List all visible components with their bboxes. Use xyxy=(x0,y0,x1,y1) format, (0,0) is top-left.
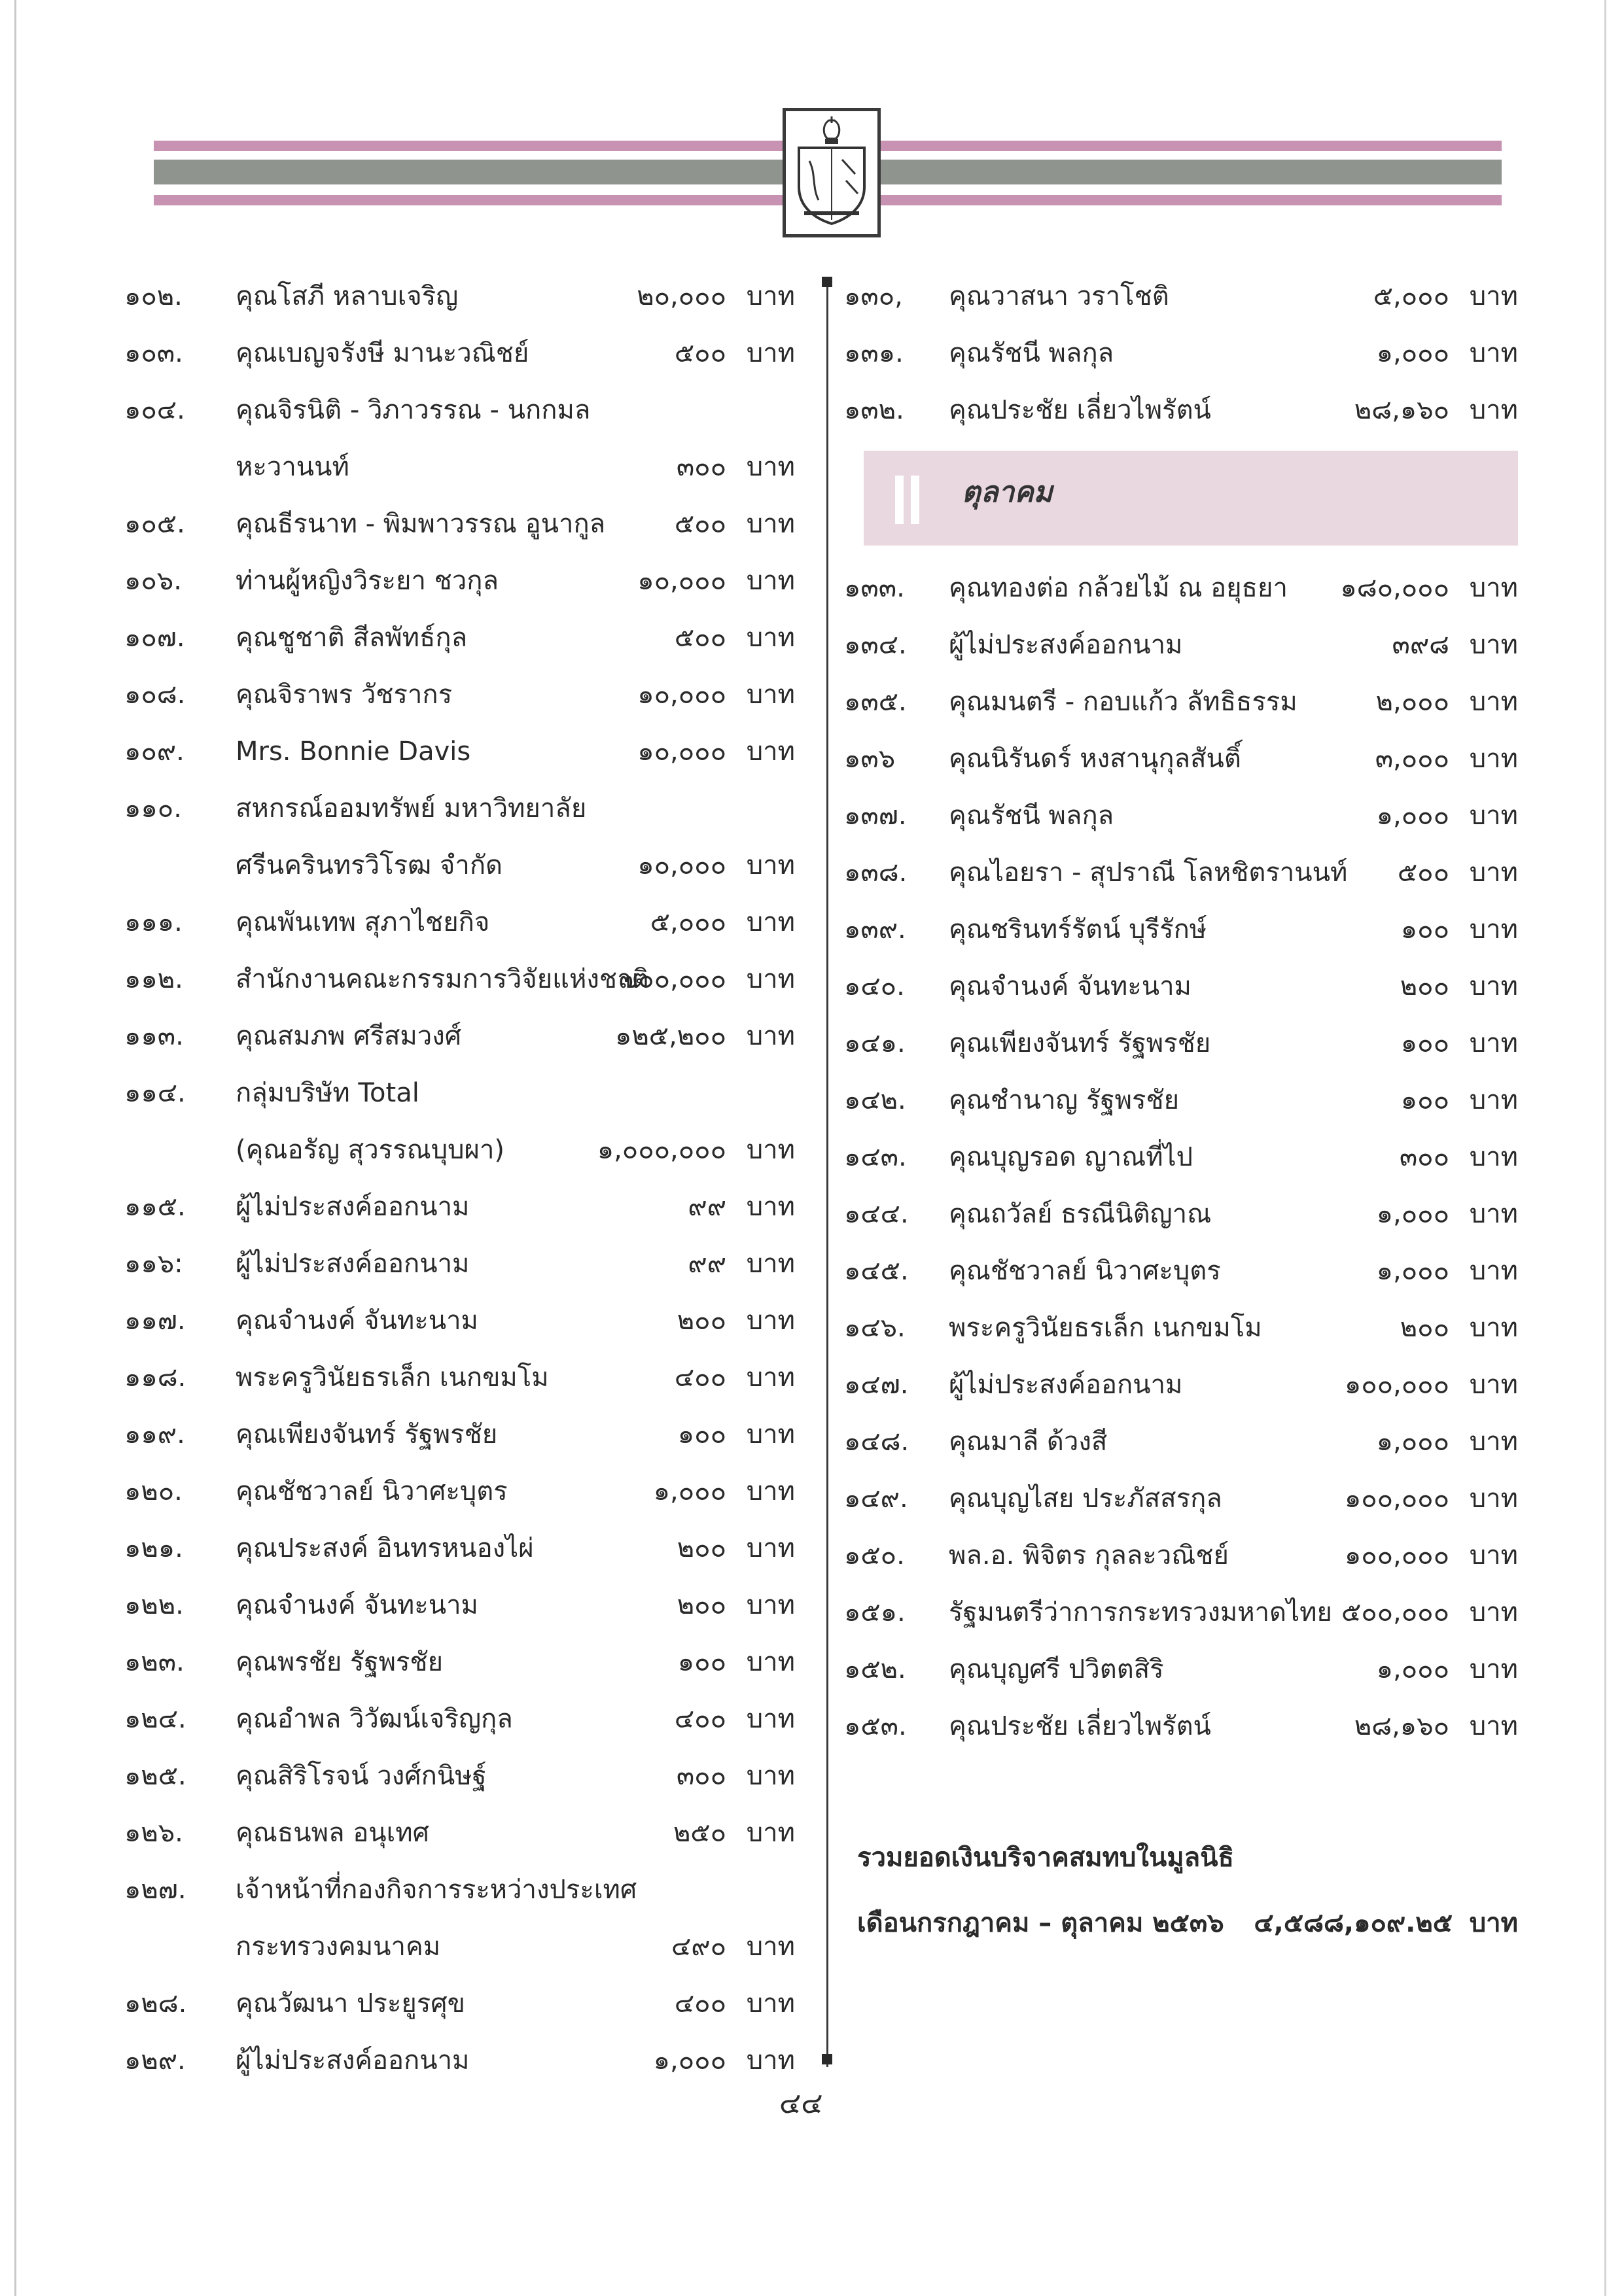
donor-unit: บาท xyxy=(1469,1313,1518,1343)
month-heading: ตุลาคม xyxy=(962,476,1053,509)
donor-unit: บาท xyxy=(1469,858,1518,888)
donor-row xyxy=(844,382,1518,439)
donor-amount: ๑๐,๐๐๐ xyxy=(637,737,726,767)
donor-number: ๑๐๔. xyxy=(124,395,185,425)
total-unit: บาท xyxy=(1469,1908,1518,1938)
donor-name: คุณธนพล อนุเทศ xyxy=(236,1818,430,1848)
donor-name: คุณไอยรา - สุปราณี โลหชิตรานนท์ xyxy=(949,858,1348,888)
donor-amount: ๓๐๐ xyxy=(1399,1142,1449,1172)
donor-number: ๑๑๗. xyxy=(124,1306,186,1336)
donor-number: ๑๓๙. xyxy=(844,914,906,945)
donor-unit: บาท xyxy=(746,338,795,368)
month-heading-banner xyxy=(864,451,1518,546)
donor-name: คุณชูชาติ สีลพัทธ์กุล xyxy=(236,623,468,653)
donor-number: ๑๓๓. xyxy=(844,573,905,603)
donor-row xyxy=(124,1463,795,1520)
donor-amount: ๒๘,๑๖๐ xyxy=(1354,395,1449,425)
donor-unit: บาท xyxy=(1469,1370,1518,1400)
donor-name: คุณเบญจรังษี มานะวณิชย์ xyxy=(236,338,529,368)
donor-amount: ๑๐๐ xyxy=(1400,1085,1449,1115)
donor-unit: บาท xyxy=(746,509,795,539)
donor-row xyxy=(124,1293,795,1349)
donor-number: ๑๔๘. xyxy=(844,1427,909,1457)
donor-amount: ๓,๐๐๐ xyxy=(1375,744,1449,774)
donor-row xyxy=(124,837,795,894)
donor-amount: ๔๐๐ xyxy=(674,1704,726,1734)
donor-row xyxy=(844,1357,1518,1414)
donor-name: Mrs. Bonnie Davis xyxy=(236,737,471,767)
donor-unit: บาท xyxy=(1469,338,1518,368)
donor-row xyxy=(844,1072,1518,1129)
donor-unit: บาท xyxy=(1469,971,1518,1001)
donor-name: คุณประสงค์ อินทรหนองไผ่ xyxy=(236,1533,534,1563)
donor-number: ๑๒๕. xyxy=(124,1761,186,1791)
donor-number: ๑๔๙. xyxy=(844,1484,908,1514)
donor-amount: ๑๐๐ xyxy=(1400,1028,1449,1058)
donor-unit: บาท xyxy=(746,1704,795,1734)
donor-unit: บาท xyxy=(746,452,795,482)
donor-name: คุณประชัย เลี่ยวไพรัตน์ xyxy=(949,1711,1211,1741)
donor-amount: ๑๐๐ xyxy=(1400,914,1449,945)
column-divider xyxy=(826,278,828,2067)
donor-unit: บาท xyxy=(746,964,795,994)
donor-row xyxy=(124,1975,795,2032)
donor-number: ๑๓๔. xyxy=(844,630,907,660)
donor-unit: บาท xyxy=(746,907,795,937)
total-line xyxy=(857,1890,1518,1956)
donor-number: ๑๒๒. xyxy=(124,1590,184,1620)
donor-unit: บาท xyxy=(1469,1597,1518,1627)
donor-number: ๑๐๒. xyxy=(124,281,183,311)
donor-name: คุณธีรนาท - พิมพาวรรณ อูนากูล xyxy=(236,509,606,539)
donor-amount: ๑๐๐,๐๐๐ xyxy=(1344,1484,1449,1514)
donor-unit: บาท xyxy=(746,1533,795,1563)
donor-amount: ๒๐,๐๐๐ xyxy=(637,281,726,311)
donor-name: หะวานนท์ xyxy=(236,452,349,482)
donor-amount: ๒๕๐ xyxy=(673,1818,726,1848)
donor-row xyxy=(124,439,795,496)
donor-row xyxy=(124,268,795,325)
donor-number: ๑๑๑. xyxy=(124,907,183,937)
donor-row xyxy=(124,1122,795,1179)
donor-row xyxy=(844,1641,1518,1698)
donor-row xyxy=(124,1691,795,1748)
donor-number: ๑๒๘. xyxy=(124,1989,187,2019)
donor-number: ๑๔๔. xyxy=(844,1199,909,1229)
donor-name: สหกรณ์ออมทรัพย์ มหาวิทยาลัย xyxy=(236,793,587,824)
donor-amount: ๕๐๐ xyxy=(674,623,726,653)
donor-unit: บาท xyxy=(1469,1028,1518,1058)
donor-number: ๑๔๕. xyxy=(844,1256,909,1286)
donor-name: คุณวัฒนา ประยูรศุข xyxy=(236,1989,465,2019)
donor-number: ๑๑๕. xyxy=(124,1192,186,1222)
donor-number: ๑๐๘. xyxy=(124,680,186,710)
donor-unit: บาท xyxy=(1469,573,1518,603)
donor-row xyxy=(124,2032,795,2089)
donor-name: เจ้าหน้าที่กองกิจการระหว่างประเทศ xyxy=(236,1875,637,1905)
donor-amount: ๒๘,๑๖๐ xyxy=(1354,1711,1449,1741)
donor-name: คุณมาลี ด้วงสี xyxy=(949,1427,1108,1457)
page-edge-left xyxy=(14,0,16,2296)
donor-name: คุณบุญไสย ประภัสสรกุล xyxy=(949,1484,1222,1514)
donor-amount: ๑๐,๐๐๐ xyxy=(637,850,726,880)
donor-unit: บาท xyxy=(746,1306,795,1336)
donor-unit: บาท xyxy=(746,281,795,311)
donor-row xyxy=(124,894,795,951)
donor-number: ๑๐๖. xyxy=(124,566,182,596)
donor-unit: บาท xyxy=(746,680,795,710)
donor-unit: บาท xyxy=(1469,744,1518,774)
donor-name: ผู้ไม่ประสงค์ออกนาม xyxy=(949,630,1183,660)
donor-name: คุณบุญรอด ญาณที่ไป xyxy=(949,1142,1193,1172)
donor-row xyxy=(844,958,1518,1015)
donor-amount: ๕๐๐,๐๐๐ xyxy=(1341,1597,1449,1627)
donor-amount: ๒๐๐ xyxy=(677,1306,726,1336)
donor-row xyxy=(844,1186,1518,1243)
donor-name: คุณชัชวาลย์ นิวาศะบุตร xyxy=(236,1476,508,1506)
donor-amount: ๔๐๐ xyxy=(674,1989,726,2019)
donor-name: คุณชัชวาลย์ นิวาศะบุตร xyxy=(949,1256,1221,1286)
donor-name: คุณบุญศรี ปวิตตสิริ xyxy=(949,1654,1164,1684)
donor-row xyxy=(844,674,1518,731)
donor-row xyxy=(844,1527,1518,1584)
donor-unit: บาท xyxy=(1469,281,1518,311)
donor-row xyxy=(844,731,1518,788)
donor-name: คุณชรินทร์รัตน์ บุรีรักษ์ xyxy=(949,914,1207,945)
donor-name: คุณสมภพ ศรีสมวงศ์ xyxy=(236,1021,462,1051)
donor-row xyxy=(844,1698,1518,1755)
donor-number: ๑๒๓. xyxy=(124,1647,185,1677)
donor-row xyxy=(124,1748,795,1805)
donor-unit: บาท xyxy=(1469,801,1518,831)
donor-name: สำนักงานคณะกรรมการวิจัยแห่งชาติ xyxy=(236,964,649,994)
donor-number: ๑๕๒. xyxy=(844,1654,906,1684)
donor-number: ๑๕๐. xyxy=(844,1540,905,1571)
donor-row xyxy=(124,1862,795,1919)
donor-amount: ๑๐๐ xyxy=(677,1419,726,1450)
donor-name: รัฐมนตรีว่าการกระทรวงมหาดไทย xyxy=(949,1597,1332,1627)
donor-row xyxy=(124,1805,795,1862)
donor-number: ๑๔๑. xyxy=(844,1028,906,1058)
donor-amount: ๔๐๐ xyxy=(674,1363,726,1393)
donor-amount: ๑,๐๐๐ xyxy=(1376,1654,1449,1684)
donor-row xyxy=(844,1129,1518,1186)
donor-unit: บาท xyxy=(1469,1540,1518,1571)
donor-name: คุณทองต่อ กล้วยไม้ ณ อยุธยา xyxy=(949,573,1288,603)
donor-row xyxy=(124,1008,795,1065)
donor-number: ๑๕๑. xyxy=(844,1597,906,1627)
donor-unit: บาท xyxy=(746,1818,795,1848)
donor-unit: บาท xyxy=(746,1989,795,2019)
donor-number: ๑๓๑. xyxy=(844,338,904,368)
donor-name: ท่านผู้หญิงวิระยา ชวกุล xyxy=(236,566,499,596)
donor-row xyxy=(844,901,1518,958)
donor-name: คุณเพียงจันทร์ รัฐพรชัย xyxy=(236,1419,498,1450)
donor-amount: ๑๘๐,๐๐๐ xyxy=(1340,573,1449,603)
donor-name: คุณประชัย เลี่ยวไพรัตน์ xyxy=(949,395,1211,425)
donor-unit: บาท xyxy=(1469,1142,1518,1172)
donor-row xyxy=(124,667,795,723)
donor-number: ๑๒๙. xyxy=(124,2045,186,2076)
donor-row xyxy=(124,1349,795,1406)
donor-unit: บาท xyxy=(746,1363,795,1393)
donor-name: ผู้ไม่ประสงค์ออกนาม xyxy=(236,2045,470,2076)
donor-name: (คุณอรัญ สุวรรณบุบผา) xyxy=(236,1135,505,1165)
donor-name: กลุ่มบริษัท Total xyxy=(236,1078,419,1108)
donor-number: ๑๓๗. xyxy=(844,801,907,831)
donor-number: ๑๒๗. xyxy=(124,1875,186,1905)
donor-unit: บาท xyxy=(746,737,795,767)
donor-name: คุณจำนงค์ จันทะนาม xyxy=(236,1590,478,1620)
donor-amount: ๓๐๐ xyxy=(676,1761,726,1791)
donor-unit: บาท xyxy=(746,1419,795,1450)
donor-number: ๑๐๙. xyxy=(124,737,185,767)
donor-amount: ๑๐๐,๐๐๐ xyxy=(1344,1370,1449,1400)
banner-bar-icon xyxy=(895,476,904,524)
donor-amount: ๑,๐๐๐ xyxy=(1376,338,1449,368)
donor-number: ๑๒๑. xyxy=(124,1533,183,1563)
divider-end-bottom xyxy=(822,2054,832,2064)
donor-unit: บาท xyxy=(746,1476,795,1506)
donor-row xyxy=(844,1414,1518,1470)
donor-row xyxy=(124,1236,795,1293)
donor-number: ๑๑๓. xyxy=(124,1021,184,1051)
donor-unit: บาท xyxy=(746,2045,795,2076)
donor-row xyxy=(124,1065,795,1122)
donor-row xyxy=(844,1584,1518,1641)
left-column xyxy=(124,268,795,2089)
donor-amount: ๕,๐๐๐ xyxy=(1373,281,1449,311)
donor-name: คุณชำนาญ รัฐพรชัย xyxy=(949,1085,1180,1115)
donation-total xyxy=(857,1825,1518,1956)
donor-row xyxy=(844,1243,1518,1300)
donor-number: ๑๒๖. xyxy=(124,1818,183,1848)
donor-row xyxy=(124,1520,795,1577)
donor-row xyxy=(124,1406,795,1463)
donor-number: ๑๓๐, xyxy=(844,281,903,311)
donor-row xyxy=(124,1577,795,1634)
donor-row xyxy=(124,1179,795,1236)
donor-amount: ๕๐๐ xyxy=(1397,858,1449,888)
donor-unit: บาท xyxy=(1469,1085,1518,1115)
donor-amount: ๑,๐๐๐ xyxy=(1376,1427,1449,1457)
donor-unit: บาท xyxy=(1469,1199,1518,1229)
donor-row xyxy=(844,268,1518,325)
donor-amount: ๑,๐๐๐ xyxy=(653,2045,726,2076)
donor-name: คุณโสภี หลาบเจริญ xyxy=(236,281,459,311)
donor-unit: บาท xyxy=(1469,1654,1518,1684)
donor-name: คุณรัชนี พลกุล xyxy=(949,801,1114,831)
donor-amount: ๑,๐๐๐ xyxy=(653,1476,726,1506)
donor-name: พระครูวินัยธรเล็ก เนกขมโม xyxy=(236,1363,549,1393)
donor-number: ๑๓๕. xyxy=(844,687,907,717)
donor-amount: ๒,๐๐๐ xyxy=(1375,687,1449,717)
donor-row xyxy=(124,610,795,667)
donor-unit: บาท xyxy=(1469,395,1518,425)
donor-amount: ๑๐๐,๐๐๐ xyxy=(1344,1540,1449,1571)
total-label: รวมยอดเงินบริจาคสมทบในมูลนิธิ xyxy=(857,1843,1234,1873)
crest-emblem xyxy=(783,108,881,237)
donor-amount: ๑๐,๐๐๐ xyxy=(637,566,726,596)
donor-amount: ๒๐๐ xyxy=(1400,971,1449,1001)
donor-unit: บาท xyxy=(746,623,795,653)
donor-amount: ๑๐,๐๐๐ xyxy=(637,680,726,710)
donor-amount: ๒๐๐ xyxy=(1400,1313,1449,1343)
donor-name: คุณนิรันดร์ หงสานุกุลสันติ์ xyxy=(949,744,1241,774)
donor-unit: บาท xyxy=(746,1932,795,1962)
donor-amount: ๕,๐๐๐ xyxy=(650,907,726,937)
donor-name: คุณมนตรี - กอบแก้ว ลัทธิธรรม xyxy=(949,687,1297,717)
donor-number: ๑๐๕. xyxy=(124,509,185,539)
donor-name: คุณเพียงจันทร์ รัฐพรชัย xyxy=(949,1028,1211,1058)
donor-row xyxy=(844,1300,1518,1357)
donor-number: ๑๐๗. xyxy=(124,623,185,653)
donor-amount: ๕๐๐ xyxy=(674,509,726,539)
donor-row xyxy=(124,553,795,610)
donor-amount: ๓๙๘ xyxy=(1392,630,1449,660)
donor-name: คุณสิริโรจน์ วงศ์กนิษฐ์ xyxy=(236,1761,487,1791)
donor-number: ๑๓๒. xyxy=(844,395,904,425)
donor-name: ผู้ไม่ประสงค์ออกนาม xyxy=(949,1370,1183,1400)
donor-unit: บาท xyxy=(746,1192,795,1222)
donor-amount: ๑,๐๐๐ xyxy=(1376,1199,1449,1229)
donor-amount: ๒๐๐ xyxy=(677,1533,726,1563)
donor-row xyxy=(844,617,1518,674)
donor-name: ผู้ไม่ประสงค์ออกนาม xyxy=(236,1192,470,1222)
donor-name: คุณจิราพร วัชรากร xyxy=(236,680,453,710)
page-number: ๔๔ xyxy=(779,2087,823,2120)
donor-row xyxy=(124,382,795,439)
donor-unit: บาท xyxy=(746,1135,795,1165)
donor-number: ๑๔๒. xyxy=(844,1085,906,1115)
donor-name: คุณจำนงค์ จันทะนาม xyxy=(949,971,1192,1001)
donor-name: คุณจำนงค์ จันทะนาม xyxy=(236,1306,478,1336)
total-amount: ๔,๕๘๘,๑๐๙.๒๕ xyxy=(1254,1908,1453,1938)
donor-amount: ๓๐๐ xyxy=(676,452,726,482)
donor-amount: ๒๐๐ xyxy=(677,1590,726,1620)
donor-number: ๑๔๖. xyxy=(844,1313,906,1343)
donor-row xyxy=(124,325,795,382)
donor-number: ๑๑๙. xyxy=(124,1419,185,1450)
donor-name: คุณวาสนา วราโชติ xyxy=(949,281,1169,311)
page-edge-right xyxy=(1604,0,1606,2296)
donor-unit: บาท xyxy=(746,1647,795,1677)
donor-name: ศรีนครินทรวิโรฒ จำกัด xyxy=(236,850,503,880)
donor-row xyxy=(844,560,1518,617)
donor-number: ๑๒๔. xyxy=(124,1704,186,1734)
crest-icon xyxy=(790,115,874,230)
donor-row xyxy=(124,951,795,1008)
right-column-top xyxy=(844,268,1518,439)
donor-row xyxy=(124,1634,795,1691)
donor-unit: บาท xyxy=(746,1021,795,1051)
donor-name: คุณถวัลย์ ธรณีนิติญาณ xyxy=(949,1199,1212,1229)
donor-number: ๑๑๔. xyxy=(124,1078,186,1108)
donor-number: ๑๔๓. xyxy=(844,1142,907,1172)
donor-number: ๑๑๖: xyxy=(124,1249,183,1279)
donor-amount: ๗๐๐,๐๐๐ xyxy=(618,964,726,994)
donor-amount: ๕๐๐ xyxy=(674,338,726,368)
donor-unit: บาท xyxy=(1469,1711,1518,1741)
donor-name: พล.อ. พิจิตร กุลละวณิชย์ xyxy=(949,1540,1229,1571)
donor-unit: บาท xyxy=(746,1590,795,1620)
donor-unit: บาท xyxy=(746,1249,795,1279)
donor-name: คุณรัชนี พลกุล xyxy=(949,338,1114,368)
right-column xyxy=(844,268,1518,1755)
donor-name: ผู้ไม่ประสงค์ออกนาม xyxy=(236,1249,470,1279)
donor-number: ๑๕๓. xyxy=(844,1711,907,1741)
donor-unit: บาท xyxy=(746,850,795,880)
donor-name: คุณพรชัย รัฐพรชัย xyxy=(236,1647,444,1677)
donor-unit: บาท xyxy=(1469,687,1518,717)
donor-amount: ๙๙ xyxy=(688,1192,726,1222)
donor-number: ๑๑๐. xyxy=(124,793,182,824)
donor-row xyxy=(124,780,795,837)
donor-unit: บาท xyxy=(746,566,795,596)
donor-row xyxy=(844,844,1518,901)
donor-unit: บาท xyxy=(1469,1256,1518,1286)
donor-unit: บาท xyxy=(746,1761,795,1791)
donor-unit: บาท xyxy=(1469,1427,1518,1457)
donor-name: พระครูวินัยธรเล็ก เนกขมโม xyxy=(949,1313,1262,1343)
donor-name: กระทรวงคมนาคม xyxy=(236,1932,441,1962)
donor-number: ๑๑๒. xyxy=(124,964,183,994)
donor-amount: ๔๙๐ xyxy=(671,1932,726,1962)
donor-amount: ๑,๐๐๐ xyxy=(1376,1256,1449,1286)
donor-number: ๑๓๘. xyxy=(844,858,908,888)
donor-row xyxy=(844,1015,1518,1072)
donor-amount: ๑,๐๐๐,๐๐๐ xyxy=(597,1135,726,1165)
donor-name: คุณพันเทพ สุภาไชยกิจ xyxy=(236,907,490,937)
total-period: เดือนกรกฎาคม – ตุลาคม ๒๕๓๖ xyxy=(857,1908,1224,1938)
donor-number: ๑๒๐. xyxy=(124,1476,183,1506)
donor-unit: บาท xyxy=(1469,630,1518,660)
donor-amount: ๑๐๐ xyxy=(677,1647,726,1677)
banner-bar-icon xyxy=(911,476,919,524)
donor-row xyxy=(844,1470,1518,1527)
donor-name: คุณอำพล วิวัฒน์เจริญกุล xyxy=(236,1704,513,1734)
donor-number: ๑๔๗. xyxy=(844,1370,909,1400)
donor-number: ๑๐๓. xyxy=(124,338,183,368)
donor-row xyxy=(844,325,1518,382)
donor-unit: บาท xyxy=(1469,1484,1518,1514)
donor-amount: ๑๒๕,๒๐๐ xyxy=(615,1021,726,1051)
donor-number: ๑๔๐. xyxy=(844,971,905,1001)
divider-end-top xyxy=(822,277,832,287)
donor-row xyxy=(124,496,795,553)
right-column-bottom xyxy=(844,560,1518,1755)
donor-row xyxy=(844,788,1518,844)
donor-row xyxy=(124,723,795,780)
donor-amount: ๙๙ xyxy=(688,1249,726,1279)
donor-name: คุณจิรนิติ - วิภาวรรณ - นกกมล xyxy=(236,395,591,425)
donor-number: ๑๑๘. xyxy=(124,1363,186,1393)
donor-amount: ๑,๐๐๐ xyxy=(1376,801,1449,831)
donor-row xyxy=(124,1919,795,1975)
donor-number: ๑๓๖ xyxy=(844,744,896,774)
donor-unit: บาท xyxy=(1469,914,1518,945)
